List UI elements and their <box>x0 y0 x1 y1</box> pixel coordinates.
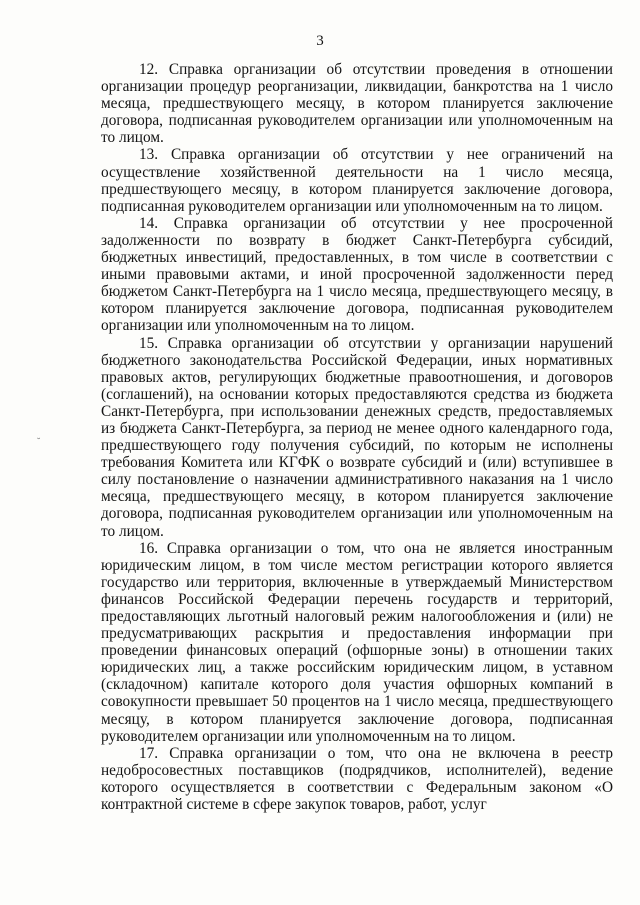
paragraph-15: 15. Справка организации об отсутствии у организации нарушений бюджетного законодательства Российской Федерации, иных нормативных правовых актов, регулирующих бюджетные правоотношения, и договоров (соглашений), на основании которых предоставляются средства из бюджета Санкт-Петербурга, при использовании денежных средств, предоставляемых из бюджета Санкт-Петербурга, за период не менее одного календарного года, предшествующего году получения субсидий, по которым не исполнены требования Комитета или КГФК о возврате субсидий и (или) вступившее в силу постановление о назначении административного наказания на 1 число месяца, предшествующего месяцу, в котором планируется заключение договора, подписанная руководителем организации или уполномоченным на то лицом. <box>101 334 613 540</box>
paragraph-17: 17. Справка организации о том, что она не включена в реестр недобросовестных поставщиков (подрядчиков, исполнителей), ведение которого осуществляется в соответствии с Федеральным законом «О контрактной системе в сфере закупок товаров, работ, услуг <box>101 744 613 814</box>
paragraph-12: 12. Справка организации об отсутствии проведения в отношении организации процедур реорганизации, ликвидации, банкротства на 1 число месяца, предшествующего месяцу, в котором планируется заключение договора, подписанная руководителем организации или уполномоченным на то лицом. <box>101 61 613 147</box>
document-body <box>101 61 613 813</box>
margin-mark: ˘ <box>37 437 41 448</box>
page-number: 3 <box>316 33 324 49</box>
paragraph-13: 13. Справка организации об отсутствии у нее ограничений на осуществление хозяйственной деятельности на 1 число месяца, предшествующего месяцу, в котором планируется заключение договора, подписанная руководителем организации или уполномоченным на то лицом. <box>101 146 613 215</box>
paragraph-16: 16. Справка организации о том, что она не является иностранным юридическим лицом, в том числе местом регистрации которого является государство или территория, включенные в утверждаемый Министерством финансов Российской Федерации перечень государств и территорий, предоставляющих льготный налоговый режим налогообложения и (или) не предусматривающих раскрытия и предоставления информации при проведении финансовых операций (офшорные зоны) в отношении таких юридических лиц, а также российским юридическим лицом, в уставном (складочном) капитале которого доля участия офшорных компаний в совокупности превышает 50 процентов на 1 число месяца, предшествующего месяцу, в котором планируется заключение договора, подписанная руководителем организации или уполномоченным на то лицом. <box>101 539 613 745</box>
paragraph-14: 14. Справка организации об отсутствии у нее просроченной задолженности по возврату в бюджет Санкт-Петербурга субсидий, бюджетных инвестиций, предоставленных, в том числе в соответствии с иными правовыми актами, и иной просроченной задолженности перед бюджетом Санкт-Петербурга на 1 число месяца, предшествующего месяцу, в котором планируется заключение договора, подписанная руководителем организации или уполномоченным на то лицом. <box>101 214 613 335</box>
